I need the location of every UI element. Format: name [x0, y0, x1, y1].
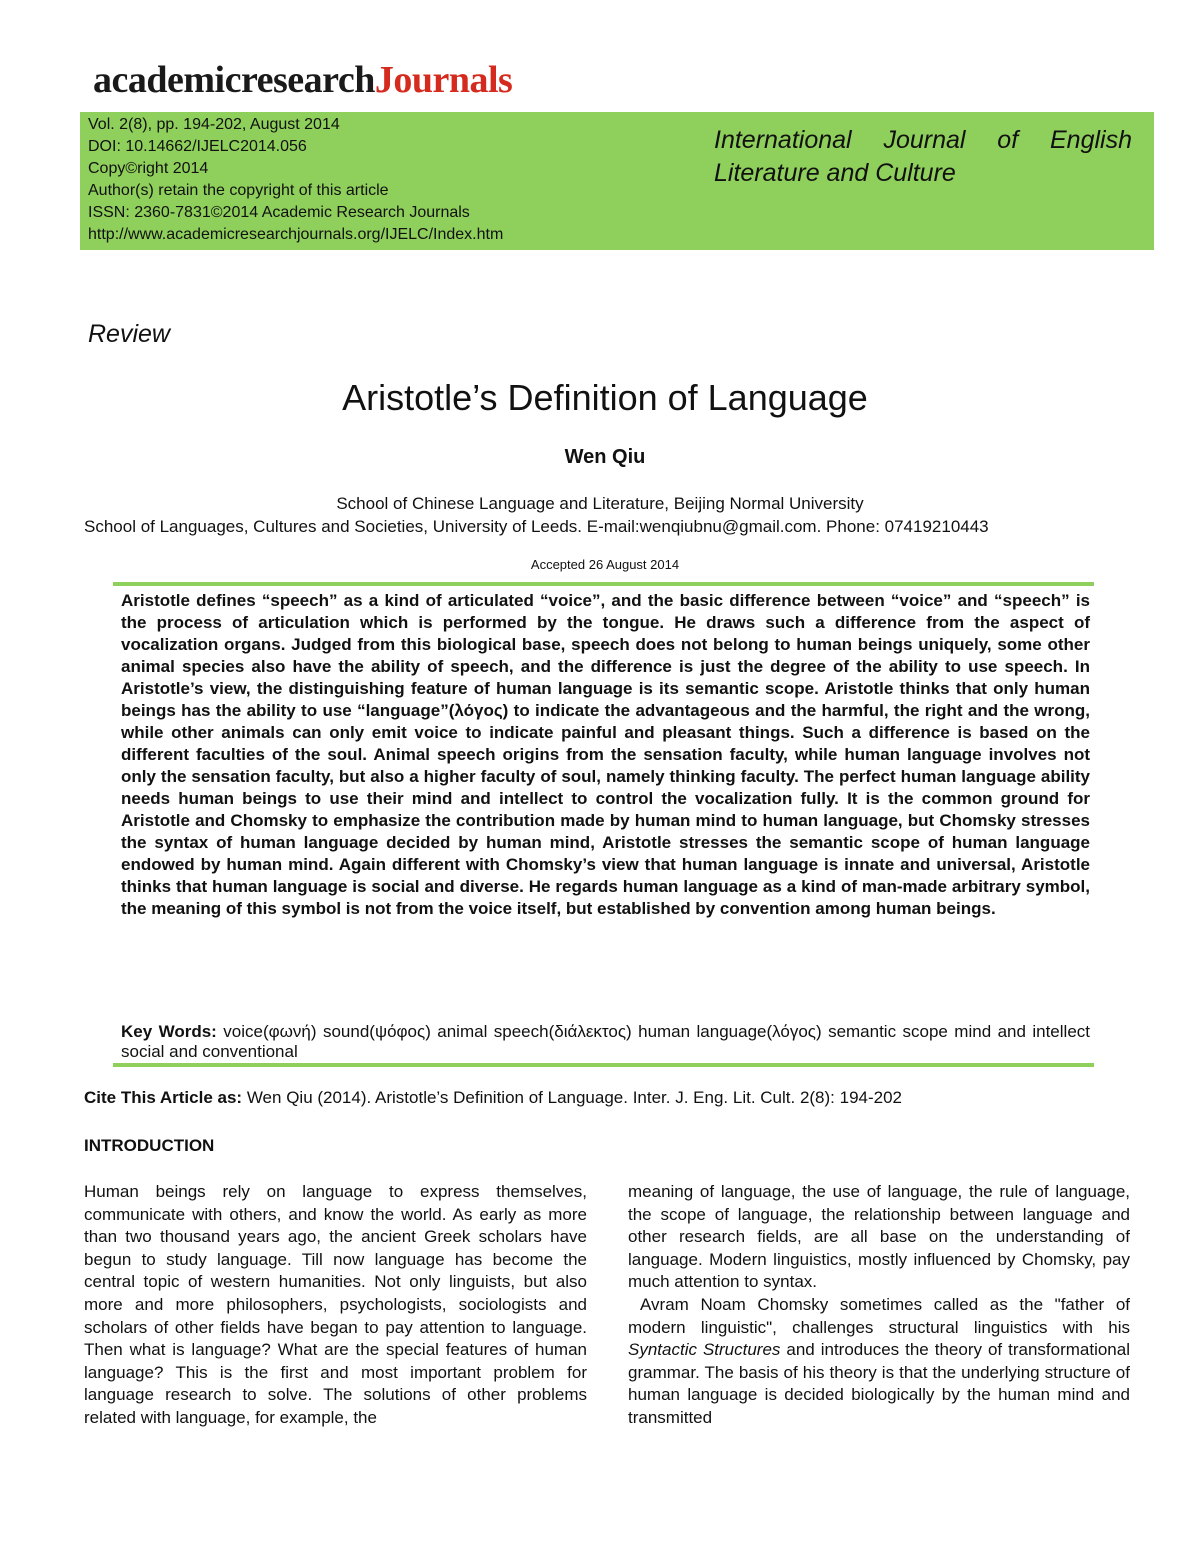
rights-statement: Author(s) retain the copyright of this article [88, 182, 389, 199]
citation-label: Cite This Article as: [84, 1088, 243, 1107]
paragraph-text: and introduces the theory of transformational grammar. The basis of his theory is that the underlying structure of human language is decided biologically by the human mind and transmitted [628, 1340, 1130, 1427]
copyright: Copy©right 2014 [88, 160, 209, 177]
citation [84, 1088, 902, 1108]
paragraph-text: Avram Noam Chomsky sometimes called as the "father of modern linguistic", challenges structural linguistics with his [628, 1294, 1130, 1337]
abstract-top-rule [113, 582, 1094, 586]
keywords [121, 1022, 1090, 1062]
keywords-text: voice(φωνή) sound(ψόφος) animal speech(διάλεκτος) human language(λόγος) semantic scope mind and intellect social and conventional [121, 1022, 1090, 1061]
author-name: Wen Qiu [564, 446, 646, 468]
body-column-right [628, 1181, 1130, 1430]
logo-text-red: Journals [374, 59, 513, 101]
article-type: Review [88, 320, 170, 348]
affiliation-2: School of Languages, Cultures and Societies, University of Leeds. E-mail:wenqiubnu@gmail.com. Phone: 07419210443 [84, 517, 989, 536]
paragraph [628, 1294, 1130, 1430]
section-heading-introduction: INTRODUCTION [84, 1136, 215, 1155]
citation-text: Wen Qiu (2014). Aristotle’s Definition of Language. Inter. J. Eng. Lit. Cult. 2(8): 194-202 [242, 1088, 903, 1107]
publisher-logo [93, 58, 512, 102]
book-title: Syntactic Structures [628, 1340, 781, 1360]
doi: DOI: 10.14662/IJELC2014.056 [88, 138, 307, 155]
logo-text-dark: academicresearch [93, 59, 375, 101]
journal-title: International Journal of English Literature and Culture [714, 126, 1132, 187]
journal-url[interactable]: http://www.academicresearchjournals.org/IJELC/Index.htm [88, 226, 504, 243]
article-title: Aristotle’s Definition of Language [342, 377, 868, 418]
abstract-bottom-rule [113, 1063, 1094, 1067]
keywords-label: Key Words: [121, 1022, 217, 1041]
issn: ISSN: 2360-7831©2014 Academic Research Journals [88, 204, 470, 221]
article-metadata [88, 114, 503, 246]
volume-info: Vol. 2(8), pp. 194-202, August 2014 [88, 116, 340, 133]
body-column-left: Human beings rely on language to express themselves, communicate with others, and know the world. As early as more than two thousand years ago, the ancient Greek scholars have begun to study language. Till now language has become the central topic of western humanities. Not only linguists, but also more and more philosophers, psychologists, sociologists and scholars of other fields have began to pay attention to language. Then what is language? What are the special features of human language? This is the first and most important problem for language research to solve. The solutions of other problems related with language, for example, the [84, 1182, 587, 1427]
abstract: Aristotle defines “speech” as a kind of articulated “voice”, and the basic difference between “voice” and “speech” is the process of articulation which is performed by the tongue. He draws such a difference from the aspect of vocalization organs. Judged from this biological base, speech does not belong to human beings uniquely, some other animal species also have the ability of speech, and the difference is just the degree of the ability to use speech. In Aristotle’s view, the distinguishing feature of human language is its semantic scope. Aristotle thinks that only human beings has the ability to use “language”(λόγος) to indicate the advantageous and the harmful, the right and the wrong, while other animals can only emit voice to indicate painful and pleasant things. Such a difference is based on the different faculties of the soul. Animal speech origins from the sensation faculty, while human language involves not only the sensation faculty, but also a higher faculty of soul, namely thinking faculty. The perfect human language ability needs human beings to use their mind and intellect to control the vocalization fully. It is the common ground for Aristotle and Chomsky to emphasize the contribution made by human mind to human language, but Chomsky stresses the syntax of human language decided by human mind, Aristotle stresses the semantic scope of human language endowed by human mind. Again different with Chomsky’s view that human language is innate and universal, Aristotle thinks that human language is social and diverse. He regards human language as a kind of man-made arbitrary symbol, the meaning of this symbol is not from the voice itself, but established by convention among human beings. [121, 591, 1090, 918]
affiliation-1: School of Chinese Language and Literature, Beijing Normal University [336, 494, 864, 513]
paragraph: meaning of language, the use of language, the rule of language, the scope of language, the relationship between language and other research fields, are all base on the understanding of language. Modern linguistics, mostly influenced by Chomsky, pay much attention to syntax. [628, 1182, 1130, 1292]
accepted-date: Accepted 26 August 2014 [530, 557, 680, 572]
